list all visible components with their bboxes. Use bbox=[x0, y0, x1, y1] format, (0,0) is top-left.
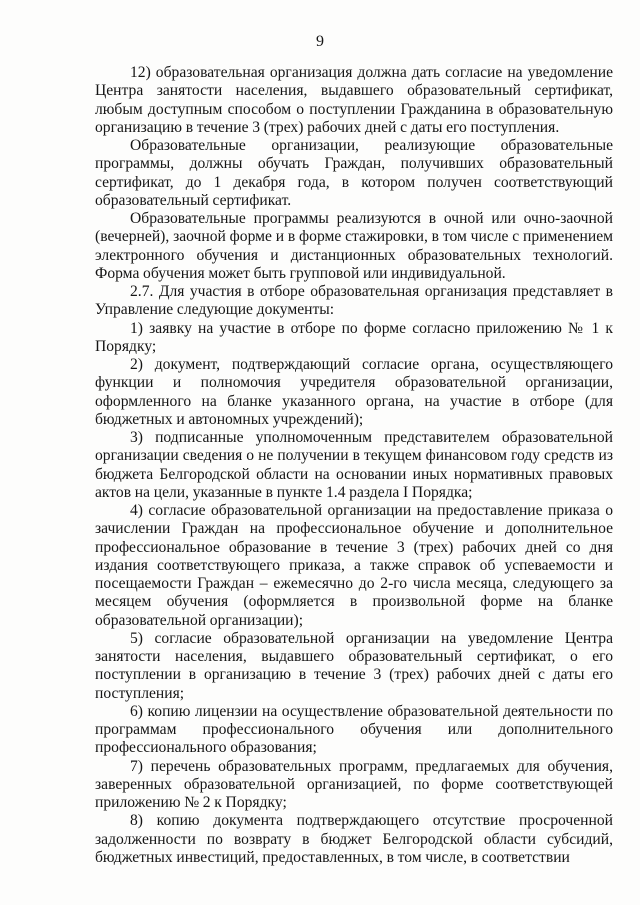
list-item-6-license-copy: 6) копию лицензии на осуществление образовательной деятельности по программам профессионального обучения или дополнительного профессионального образования; bbox=[95, 702, 613, 757]
document-body bbox=[95, 64, 613, 867]
list-item-8-debt-document: 8) копию документа подтверждающего отсутствие просроченной задолженности по возврату в бюджет Белгородской области субсидий, бюджетных инвестиций, предоставленных, в том числе, в соответствии bbox=[95, 812, 613, 866]
list-item-2-founder-consent: 2) документ, подтверждающий согласие органа, осуществляющего функции и полномочия учредителя образовательной организации, оформленного на бланке указанного органа, на участие в отборе (для бюджетных и автономных учреждений); bbox=[95, 356, 613, 428]
paragraph-training-forms: Образовательные программы реализуются в очной или очно-заочной (вечерней), заочной форме и в форме стажировки, в том числе с применением электронного обучения и дистанционных образовательных технологий. Форма обучения может быть групповой или индивидуальной. bbox=[95, 210, 613, 282]
list-item-5-notification-consent: 5) согласие образовательной организации на уведомление Центра занятости населения, выдавшего образовательный сертификат, о его поступлении в организацию в течение 3 (трех) рабочих дней с даты его поступления; bbox=[95, 629, 613, 702]
list-item-3-funding-statement: 3) подписанные уполномоченным представителем образовательной организации сведения о не получении в текущем финансовом году средств из бюджета Белгородской области на основании иных нормативных правовых актов на цели, указанные в пункте 1.4 раздела I Порядка; bbox=[95, 429, 613, 501]
list-item-1-application: 1) заявку на участие в отборе по форме согласно приложению № 1 к Порядку; bbox=[95, 319, 613, 355]
list-item-4-enrollment-consent: 4) согласие образовательной организации на предоставление приказа о зачислении Граждан на профессиональное обучение и дополнительное профессиональное образование в течение 3 (трех) рабочих дней со дня издания соответствующего приказа, а также справок об успеваемости и посещаемости Граждан – ежемесячно до 2-го числа месяца, следующего за месяцем обучения (оформляется в произвольной форме на бланке образовательной организации); bbox=[95, 502, 613, 629]
page-number: 9 bbox=[316, 33, 324, 50]
paragraph-section-2-7: 2.7. Для участия в отборе образовательная организация представляет в Управление следующие документы: bbox=[95, 283, 613, 319]
paragraph-training-deadline: Образовательные организации, реализующие образовательные программы, должны обучать Граждан, получивших образовательный сертификат, до 1 декабря года, в котором получен соответствующий образовательный сертификат. bbox=[95, 137, 613, 209]
paragraph-item-12-consent: 12) образовательная организация должна дать согласие на уведомление Центра занятости населения, выдавшего образовательный сертификат, любым доступным способом о поступлении Гражданина в образовательную организацию в течение 3 (трех) рабочих дней с даты его поступления. bbox=[95, 64, 613, 136]
list-item-7-program-list: 7) перечень образовательных программ, предлагаемых для обучения, заверенных образовательной организацией, по форме соответствующей приложению № 2 к Порядку; bbox=[95, 757, 613, 811]
